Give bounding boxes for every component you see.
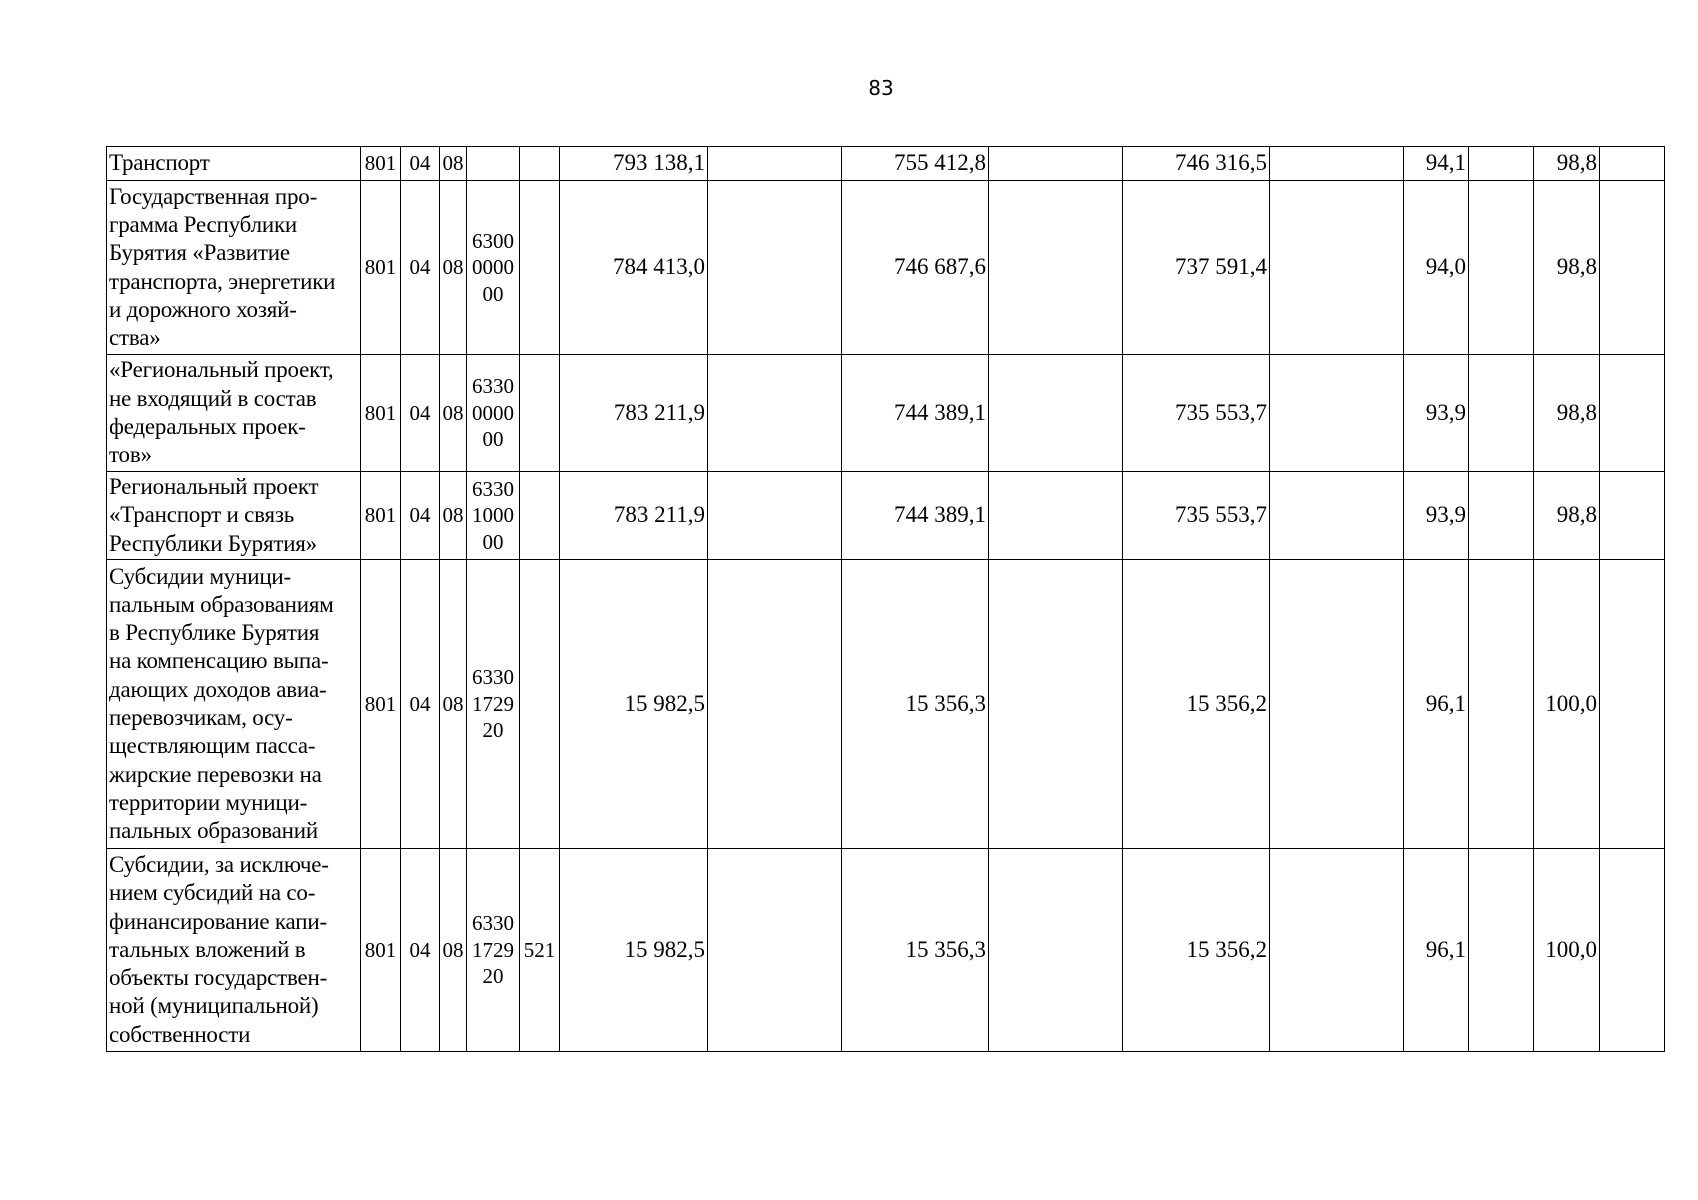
row-plan-value: 793 138,1 bbox=[560, 147, 708, 181]
row-refined-value: 755 412,8 bbox=[842, 147, 989, 181]
row-empty-cell bbox=[1469, 849, 1534, 1052]
row-empty-cell bbox=[989, 355, 1123, 472]
row-empty-cell bbox=[1469, 181, 1534, 355]
row-refined-value: 15 356,3 bbox=[842, 560, 989, 849]
row-grbs-code: 801 bbox=[361, 560, 401, 849]
row-empty-cell bbox=[1469, 560, 1534, 849]
row-empty-cell bbox=[1600, 147, 1665, 181]
row-expense-type-code bbox=[520, 147, 560, 181]
row-empty-cell bbox=[989, 560, 1123, 849]
row-empty-cell bbox=[708, 355, 842, 472]
row-target-article-code: 6330 1729 20 bbox=[467, 560, 520, 849]
row-plan-value: 784 413,0 bbox=[560, 181, 708, 355]
row-empty-cell bbox=[1270, 355, 1404, 472]
row-empty-cell bbox=[989, 849, 1123, 1052]
table-row bbox=[107, 560, 1665, 849]
row-percent-of-refined: 100,0 bbox=[1534, 849, 1600, 1052]
row-empty-cell bbox=[708, 147, 842, 181]
row-expense-type-code bbox=[520, 560, 560, 849]
row-empty-cell bbox=[989, 147, 1123, 181]
row-expense-type-code bbox=[520, 181, 560, 355]
row-section-code: 04 bbox=[401, 849, 440, 1052]
row-name: Транспорт bbox=[107, 147, 361, 181]
row-grbs-code: 801 bbox=[361, 472, 401, 560]
row-name: «Региональный проект, не входящий в состав федеральных проек- тов» bbox=[107, 355, 361, 472]
row-subsection-code: 08 bbox=[440, 147, 467, 181]
row-percent-of-refined: 100,0 bbox=[1534, 560, 1600, 849]
row-section-code: 04 bbox=[401, 472, 440, 560]
row-empty-cell bbox=[989, 181, 1123, 355]
row-percent-of-plan: 94,1 bbox=[1404, 147, 1469, 181]
row-percent-of-plan: 93,9 bbox=[1404, 472, 1469, 560]
row-executed-value: 15 356,2 bbox=[1123, 560, 1270, 849]
row-grbs-code: 801 bbox=[361, 355, 401, 472]
row-empty-cell bbox=[1270, 147, 1404, 181]
row-name: Субсидии муници- пальным образованиям в Республике Бурятия на компенсацию выпа- дающих доходов авиа- перевозчикам, осу- ществляющим пасса- жирские перевозки на территории муници- пальных образований bbox=[107, 560, 361, 849]
row-empty-cell bbox=[1270, 849, 1404, 1052]
row-subsection-code: 08 bbox=[440, 181, 467, 355]
row-name: Субсидии, за исключе- нием субсидий на со- финансирование капи- тальных вложений в объекты государствен- ной (муниципальной) собственности bbox=[107, 849, 361, 1052]
row-target-article-code: 6330 1729 20 bbox=[467, 849, 520, 1052]
row-refined-value: 744 389,1 bbox=[842, 472, 989, 560]
row-name: Государственная про- грамма Республики Бурятия «Развитие транспорта, энергетики и дорожного хозяй- ства» bbox=[107, 181, 361, 355]
row-subsection-code: 08 bbox=[440, 560, 467, 849]
table-row bbox=[107, 472, 1665, 560]
row-plan-value: 783 211,9 bbox=[560, 355, 708, 472]
row-percent-of-plan: 94,0 bbox=[1404, 181, 1469, 355]
row-executed-value: 735 553,7 bbox=[1123, 355, 1270, 472]
row-expense-type-code: 521 bbox=[520, 849, 560, 1052]
row-grbs-code: 801 bbox=[361, 849, 401, 1052]
row-empty-cell bbox=[1600, 472, 1665, 560]
row-plan-value: 15 982,5 bbox=[560, 849, 708, 1052]
row-executed-value: 737 591,4 bbox=[1123, 181, 1270, 355]
row-grbs-code: 801 bbox=[361, 147, 401, 181]
row-executed-value: 15 356,2 bbox=[1123, 849, 1270, 1052]
row-empty-cell bbox=[1469, 472, 1534, 560]
row-target-article-code: 6330 0000 00 bbox=[467, 355, 520, 472]
row-expense-type-code bbox=[520, 355, 560, 472]
row-percent-of-plan: 93,9 bbox=[1404, 355, 1469, 472]
budget-execution-table bbox=[106, 146, 1665, 1052]
row-percent-of-refined: 98,8 bbox=[1534, 147, 1600, 181]
row-empty-cell bbox=[1600, 181, 1665, 355]
row-section-code: 04 bbox=[401, 355, 440, 472]
table-row bbox=[107, 355, 1665, 472]
row-empty-cell bbox=[1600, 560, 1665, 849]
row-percent-of-refined: 98,8 bbox=[1534, 181, 1600, 355]
row-executed-value: 746 316,5 bbox=[1123, 147, 1270, 181]
row-name: Региональный проект «Транспорт и связь Республики Бурятия» bbox=[107, 472, 361, 560]
row-percent-of-plan: 96,1 bbox=[1404, 560, 1469, 849]
row-empty-cell bbox=[1600, 849, 1665, 1052]
row-section-code: 04 bbox=[401, 147, 440, 181]
row-empty-cell bbox=[1469, 355, 1534, 472]
row-executed-value: 735 553,7 bbox=[1123, 472, 1270, 560]
row-plan-value: 783 211,9 bbox=[560, 472, 708, 560]
row-subsection-code: 08 bbox=[440, 472, 467, 560]
row-empty-cell bbox=[1270, 181, 1404, 355]
row-empty-cell bbox=[708, 472, 842, 560]
row-grbs-code: 801 bbox=[361, 181, 401, 355]
row-target-article-code: 6330 1000 00 bbox=[467, 472, 520, 560]
row-subsection-code: 08 bbox=[440, 849, 467, 1052]
row-section-code: 04 bbox=[401, 181, 440, 355]
row-refined-value: 15 356,3 bbox=[842, 849, 989, 1052]
row-empty-cell bbox=[708, 181, 842, 355]
row-empty-cell bbox=[1469, 147, 1534, 181]
row-plan-value: 15 982,5 bbox=[560, 560, 708, 849]
row-subsection-code: 08 bbox=[440, 355, 467, 472]
table-row bbox=[107, 147, 1665, 181]
row-target-article-code bbox=[467, 147, 520, 181]
table-row bbox=[107, 181, 1665, 355]
row-expense-type-code bbox=[520, 472, 560, 560]
row-empty-cell bbox=[1600, 355, 1665, 472]
row-target-article-code: 6300 0000 00 bbox=[467, 181, 520, 355]
row-refined-value: 746 687,6 bbox=[842, 181, 989, 355]
row-refined-value: 744 389,1 bbox=[842, 355, 989, 472]
row-empty-cell bbox=[989, 472, 1123, 560]
row-empty-cell bbox=[1270, 472, 1404, 560]
table-row bbox=[107, 849, 1665, 1052]
row-percent-of-refined: 98,8 bbox=[1534, 472, 1600, 560]
row-section-code: 04 bbox=[401, 560, 440, 849]
row-percent-of-plan: 96,1 bbox=[1404, 849, 1469, 1052]
row-empty-cell bbox=[1270, 560, 1404, 849]
row-empty-cell bbox=[708, 560, 842, 849]
row-empty-cell bbox=[708, 849, 842, 1052]
row-percent-of-refined: 98,8 bbox=[1534, 355, 1600, 472]
page-number: 83 bbox=[868, 76, 894, 100]
